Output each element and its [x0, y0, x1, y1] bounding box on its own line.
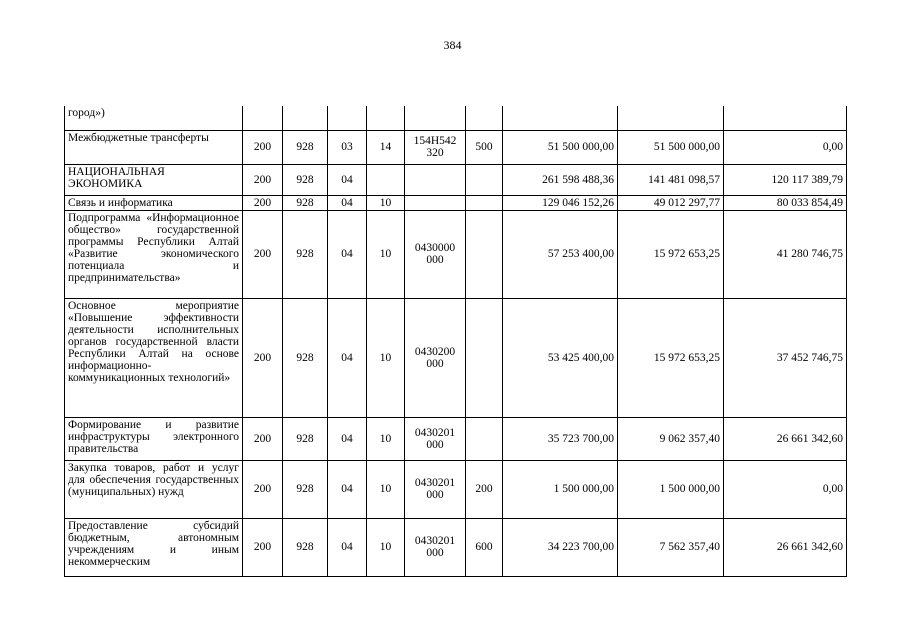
row-vr-cell	[466, 164, 503, 195]
row-rz-cell: 03	[328, 130, 367, 164]
page-number: 384	[443, 38, 462, 52]
row-sum-1-cell: 53 425 400,00	[503, 298, 618, 417]
table-row	[65, 417, 847, 460]
row-name-cell: Межбюджетные трансферты	[65, 130, 243, 164]
row-name-cell: Закупка товаров, работ и услуг для обеспечения государственных (муниципальных) нужд	[65, 460, 243, 518]
row-name-cell: НАЦИОНАЛЬНАЯ ЭКОНОМИКА	[65, 164, 243, 195]
row-sum-3-cell: 37 452 746,75	[724, 298, 847, 417]
row-pr-cell	[367, 164, 405, 195]
row-sum-2-cell: 51 500 000,00	[618, 130, 724, 164]
table-row	[65, 130, 847, 164]
row-rz-cell: 04	[328, 210, 367, 298]
row-sum-3-cell: 26 661 342,60	[724, 518, 847, 576]
table-row	[65, 106, 847, 130]
row-rz-cell: 04	[328, 518, 367, 576]
row-sum-2-cell: 141 481 098,57	[618, 164, 724, 195]
row-grbs-cell: 200	[243, 130, 283, 164]
row-sum-2-cell: 1 500 000,00	[618, 460, 724, 518]
row-name-cell: Связь и информатика	[65, 195, 243, 210]
row-pr-cell: 10	[367, 518, 405, 576]
row-ved-cell	[283, 106, 328, 130]
row-csr-cell: 0430201 000	[405, 518, 466, 576]
row-sum-2-cell: 49 012 297,77	[618, 195, 724, 210]
row-sum-1-cell: 1 500 000,00	[503, 460, 618, 518]
row-sum-3-cell: 0,00	[724, 460, 847, 518]
table-row	[65, 210, 847, 298]
row-csr-cell	[405, 164, 466, 195]
row-sum-1-cell: 34 223 700,00	[503, 518, 618, 576]
row-vr-cell	[466, 210, 503, 298]
row-vr-cell: 600	[466, 518, 503, 576]
row-sum-1-cell	[503, 106, 618, 130]
row-sum-1-cell: 129 046 152,26	[503, 195, 618, 210]
row-name-cell: Формирование и развитие инфраструктуры электронного правительства	[65, 417, 243, 460]
row-pr-cell: 10	[367, 195, 405, 210]
row-pr-cell: 10	[367, 298, 405, 417]
budget-table	[64, 106, 847, 577]
table-row	[65, 460, 847, 518]
row-vr-cell	[466, 195, 503, 210]
row-name-cell: Основное мероприятие «Повышение эффективности деятельности исполнительных органов государственной власти Республики Алтай на основе информационно-коммуникационных технологий»	[65, 298, 243, 417]
row-ved-cell: 928	[283, 195, 328, 210]
row-pr-cell: 14	[367, 130, 405, 164]
row-sum-3-cell: 80 033 854,49	[724, 195, 847, 210]
row-csr-cell	[405, 106, 466, 130]
row-vr-cell	[466, 417, 503, 460]
row-rz-cell: 04	[328, 195, 367, 210]
row-vr-cell	[466, 298, 503, 417]
row-csr-cell: 154Н542 320	[405, 130, 466, 164]
row-csr-cell: 0430200 000	[405, 298, 466, 417]
row-grbs-cell: 200	[243, 298, 283, 417]
table-row	[65, 195, 847, 210]
row-rz-cell: 04	[328, 460, 367, 518]
row-name-cell: Подпрограмма «Информационное общество» государственной программы Республики Алтай «Развитие экономического потенциала и предпринимательства»	[65, 210, 243, 298]
row-rz-cell: 04	[328, 164, 367, 195]
row-grbs-cell: 200	[243, 518, 283, 576]
row-pr-cell: 10	[367, 417, 405, 460]
row-ved-cell: 928	[283, 518, 328, 576]
row-sum-1-cell: 51 500 000,00	[503, 130, 618, 164]
row-sum-3-cell	[724, 106, 847, 130]
row-sum-1-cell: 57 253 400,00	[503, 210, 618, 298]
row-name-cell: город»)	[65, 106, 243, 130]
table-row	[65, 164, 847, 195]
row-rz-cell	[328, 106, 367, 130]
row-vr-cell: 500	[466, 130, 503, 164]
row-grbs-cell: 200	[243, 164, 283, 195]
row-grbs-cell	[243, 106, 283, 130]
row-csr-cell: 0430201 000	[405, 460, 466, 518]
row-rz-cell: 04	[328, 417, 367, 460]
row-grbs-cell: 200	[243, 460, 283, 518]
row-ved-cell: 928	[283, 164, 328, 195]
table-row	[65, 298, 847, 417]
row-sum-2-cell: 15 972 653,25	[618, 298, 724, 417]
row-ved-cell: 928	[283, 298, 328, 417]
row-ved-cell: 928	[283, 460, 328, 518]
row-ved-cell: 928	[283, 417, 328, 460]
row-sum-2-cell: 9 062 357,40	[618, 417, 724, 460]
row-rz-cell: 04	[328, 298, 367, 417]
row-ved-cell: 928	[283, 130, 328, 164]
row-csr-cell	[405, 195, 466, 210]
row-sum-3-cell: 26 661 342,60	[724, 417, 847, 460]
row-vr-cell: 200	[466, 460, 503, 518]
row-sum-1-cell: 35 723 700,00	[503, 417, 618, 460]
row-grbs-cell: 200	[243, 417, 283, 460]
table-body	[65, 106, 847, 576]
row-csr-cell: 0430201 000	[405, 417, 466, 460]
table-row	[65, 518, 847, 576]
row-name-cell: Предоставление субсидий бюджетным, автономным учреждениям и иным некоммерческим	[65, 518, 243, 576]
row-pr-cell: 10	[367, 210, 405, 298]
row-sum-2-cell	[618, 106, 724, 130]
row-grbs-cell: 200	[243, 195, 283, 210]
row-sum-3-cell: 120 117 389,79	[724, 164, 847, 195]
row-ved-cell: 928	[283, 210, 328, 298]
row-sum-3-cell: 41 280 746,75	[724, 210, 847, 298]
row-sum-3-cell: 0,00	[724, 130, 847, 164]
row-pr-cell	[367, 106, 405, 130]
row-sum-1-cell: 261 598 488,36	[503, 164, 618, 195]
row-grbs-cell: 200	[243, 210, 283, 298]
row-sum-2-cell: 15 972 653,25	[618, 210, 724, 298]
row-vr-cell	[466, 106, 503, 130]
row-sum-2-cell: 7 562 357,40	[618, 518, 724, 576]
row-csr-cell: 0430000 000	[405, 210, 466, 298]
row-pr-cell: 10	[367, 460, 405, 518]
